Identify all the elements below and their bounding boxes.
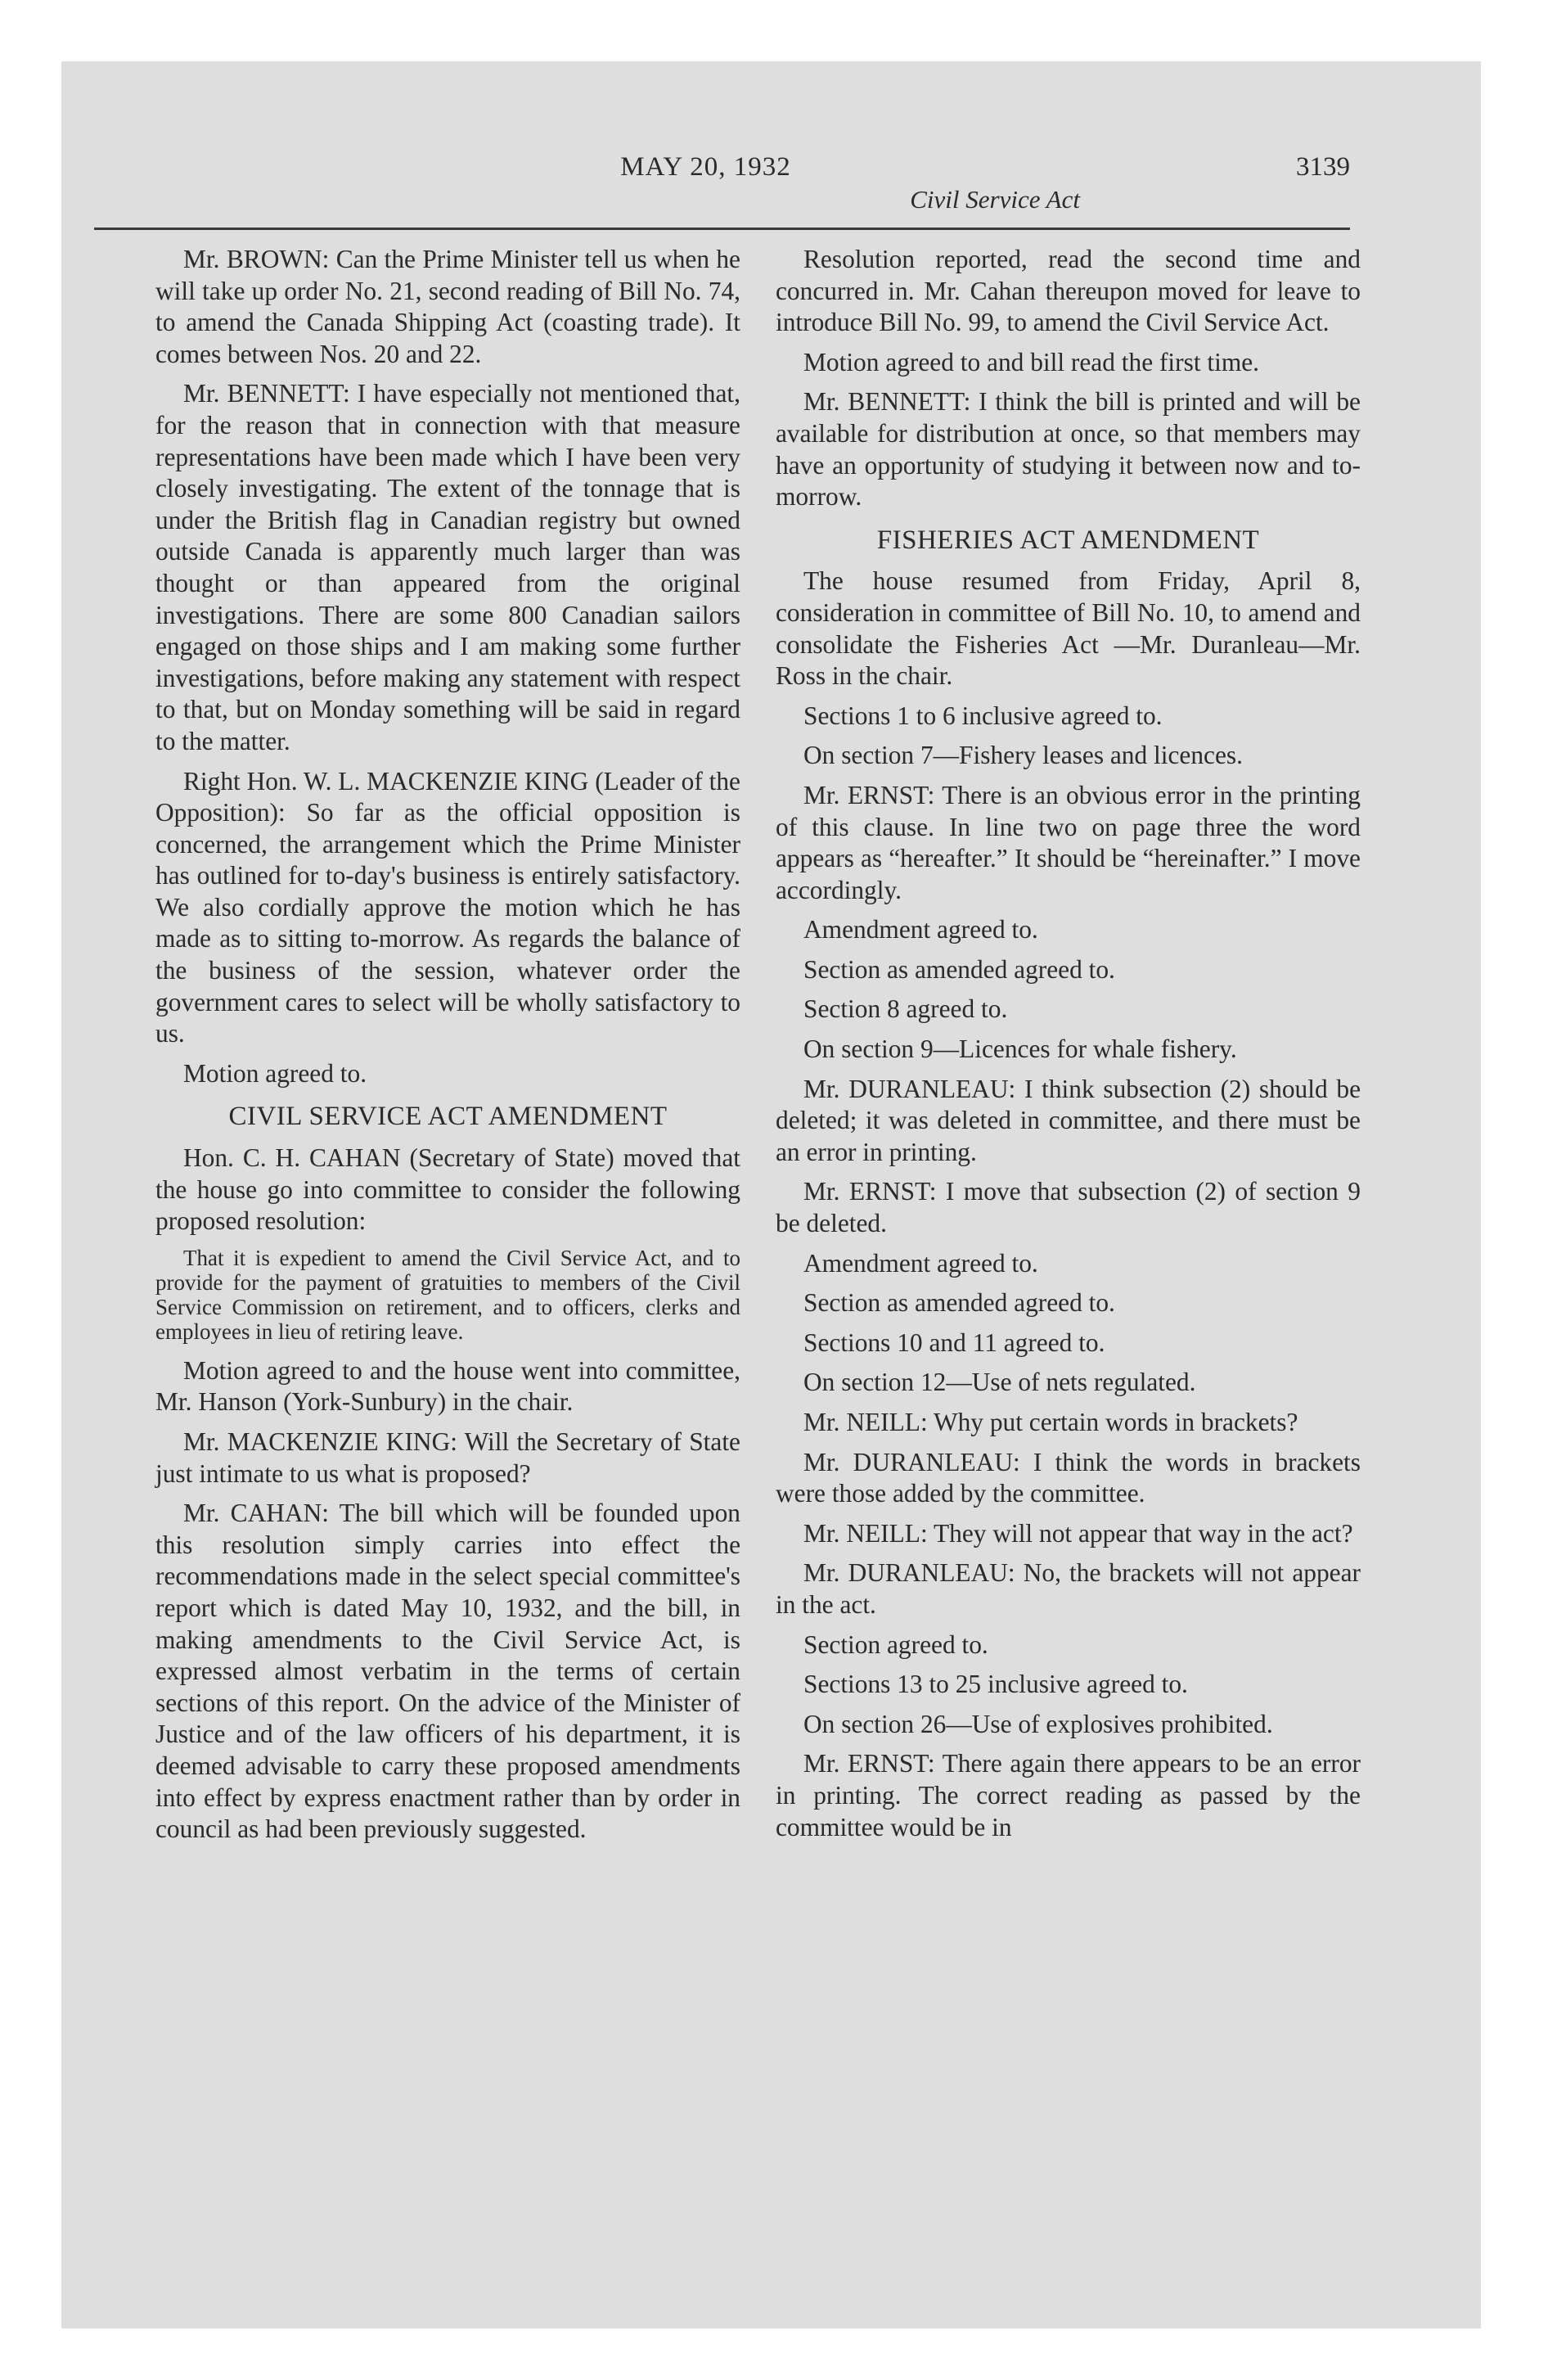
section-heading: FISHERIES ACT AMENDMENT (876, 525, 1260, 555)
paragraph: Section as amended agreed to. (803, 1288, 1115, 1318)
paragraph: Section agreed to. (803, 1629, 988, 1659)
header-date: MAY 20, 1932 (620, 152, 791, 182)
paragraph: Sections 1 to 6 inclusive agreed to. (803, 701, 1163, 730)
paragraph: On section 12—Use of nets regulated. (803, 1368, 1196, 1397)
paragraph: Mr. BENNETT: I have especially not mentioned that, for the reason that in connection with that measure representations have been made which I have been very closely investigating. The extent of the tonnage that is under the British flag in Canadian registry but owned outside Canada is apparently much larger than was thought or than appeared from the original investigations. There are some 800 Canadian sailors engaged on those ships and I am making some further investigations, before making any statement with respect to that, but on Monday something will be said in regard to the matter. (155, 379, 740, 755)
paragraph: On section 9—Licences for whale fishery. (803, 1034, 1237, 1064)
header-page-number: 3139 (1296, 152, 1350, 182)
header-rule (94, 228, 1350, 230)
paragraph: Sections 13 to 25 inclusive agreed to. (803, 1670, 1188, 1699)
right-column (776, 244, 1361, 1851)
paragraph: On section 26—Use of explosives prohibited. (803, 1709, 1273, 1738)
header-running-title: Civil Service Act (910, 185, 1080, 214)
paragraph: Mr. ERNST: There is an obvious error in the printing of this clause. In line two on page three the word appears as “hereafter.” It should be “hereinafter.” I move accordingly. (776, 780, 1361, 904)
paragraph: Section as amended agreed to. (803, 954, 1115, 984)
paragraph: Mr. MACKENZIE KING: Will the Secretary of State just intimate to us what is proposed? (155, 1427, 740, 1488)
paragraph: Motion agreed to and the house went into committee, Mr. Hanson (York-Sunbury) in the chair. (155, 1355, 740, 1417)
paragraph: Mr. NEILL: Why put certain words in brackets? (803, 1408, 1298, 1436)
paragraph: Motion agreed to. (183, 1058, 367, 1088)
paragraph: Amendment agreed to. (803, 1248, 1038, 1278)
paragraph: Amendment agreed to. (803, 915, 1038, 944)
paragraph: Hon. C. H. CAHAN (Secretary of State) moved that the house go into committee to consider the following proposed resolution: (155, 1143, 740, 1236)
paragraph: Motion agreed to and bill read the first time. (803, 347, 1260, 376)
paragraph: Mr. DURANLEAU: I think the words in brackets were those added by the committee. (776, 1447, 1361, 1508)
section-heading: CIVIL SERVICE ACT AMENDMENT (228, 1102, 668, 1132)
paragraph: Mr. BROWN: Can the Prime Minister tell us when he will take up order No. 21, second reading of Bill No. 74, to amend the Canada Shipping Act (coasting trade). It comes between Nos. 20 and 22. (155, 245, 740, 368)
paragraph: Section 8 agreed to. (803, 994, 1008, 1024)
paragraph: Mr. BENNETT: I think the bill is printed and will be available for distribution at once, so that members may have an opportunity of studying it between now and to-morrow. (776, 387, 1361, 512)
paragraph: Mr. ERNST: I move that subsection (2) of section 9 be deleted. (776, 1177, 1361, 1238)
page-header (61, 82, 1350, 237)
paragraph: Right Hon. W. L. MACKENZIE KING (Leader of the Opposition): So far as the official opposition is concerned, the arrangement which the Prime Minister has outlined for to-day's business is entirely satisfactory. We also cordially approve the motion which he has made as to sitting to-morrow. As regards the balance of the business of the session, whatever order the government cares to select will be wholly satisfactory to us. (155, 766, 740, 1048)
paragraph: Mr. ERNST: There again there appears to be an error in printing. The correct reading as passed by the committee would be in (776, 1749, 1361, 1841)
paragraph: Sections 10 and 11 agreed to. (803, 1327, 1105, 1357)
paragraph: Mr. CAHAN: The bill which will be founded upon this resolution simply carries into effect the recommendations made in the select special committee's report which is dated May 10, 1932, and the bill, in making amendments to the Civil Service Act, is expressed almost verbatim in the terms of certain sections of this report. On the advice of the Minister of Justice and of the law officers of his department, it is deemed advisable to carry these proposed amendments into effect by express enactment rather than by order in council as had been previously suggested. (155, 1499, 740, 1844)
paragraph: On section 7—Fishery leases and licences. (803, 741, 1243, 770)
paragraph: Mr. NEILL: They will not appear that way in the act? (803, 1518, 1353, 1548)
paragraph: Mr. DURANLEAU: No, the brackets will not appear in the act. (776, 1558, 1361, 1619)
resolution-text: That it is expedient to amend the Civil Service Act, and to provide for the payment of gratuities to members of the Civil Service Commission on retirement, and to officers, clerks and employees in lieu of retiring leave. (155, 1245, 740, 1344)
paragraph: Resolution reported, read the second time and concurred in. Mr. Cahan thereupon moved for leave to introduce Bill No. 99, to amend the Civil Service Act. (776, 245, 1361, 337)
paragraph: The house resumed from Friday, April 8, consideration in committee of Bill No. 10, to amend and consolidate the Fisheries Act —Mr. Duranleau—Mr. Ross in the chair. (776, 566, 1361, 691)
left-column (155, 244, 740, 1854)
paragraph: Mr. DURANLEAU: I think subsection (2) should be deleted; it was deleted in committee, and there must be an error in printing. (776, 1074, 1361, 1166)
